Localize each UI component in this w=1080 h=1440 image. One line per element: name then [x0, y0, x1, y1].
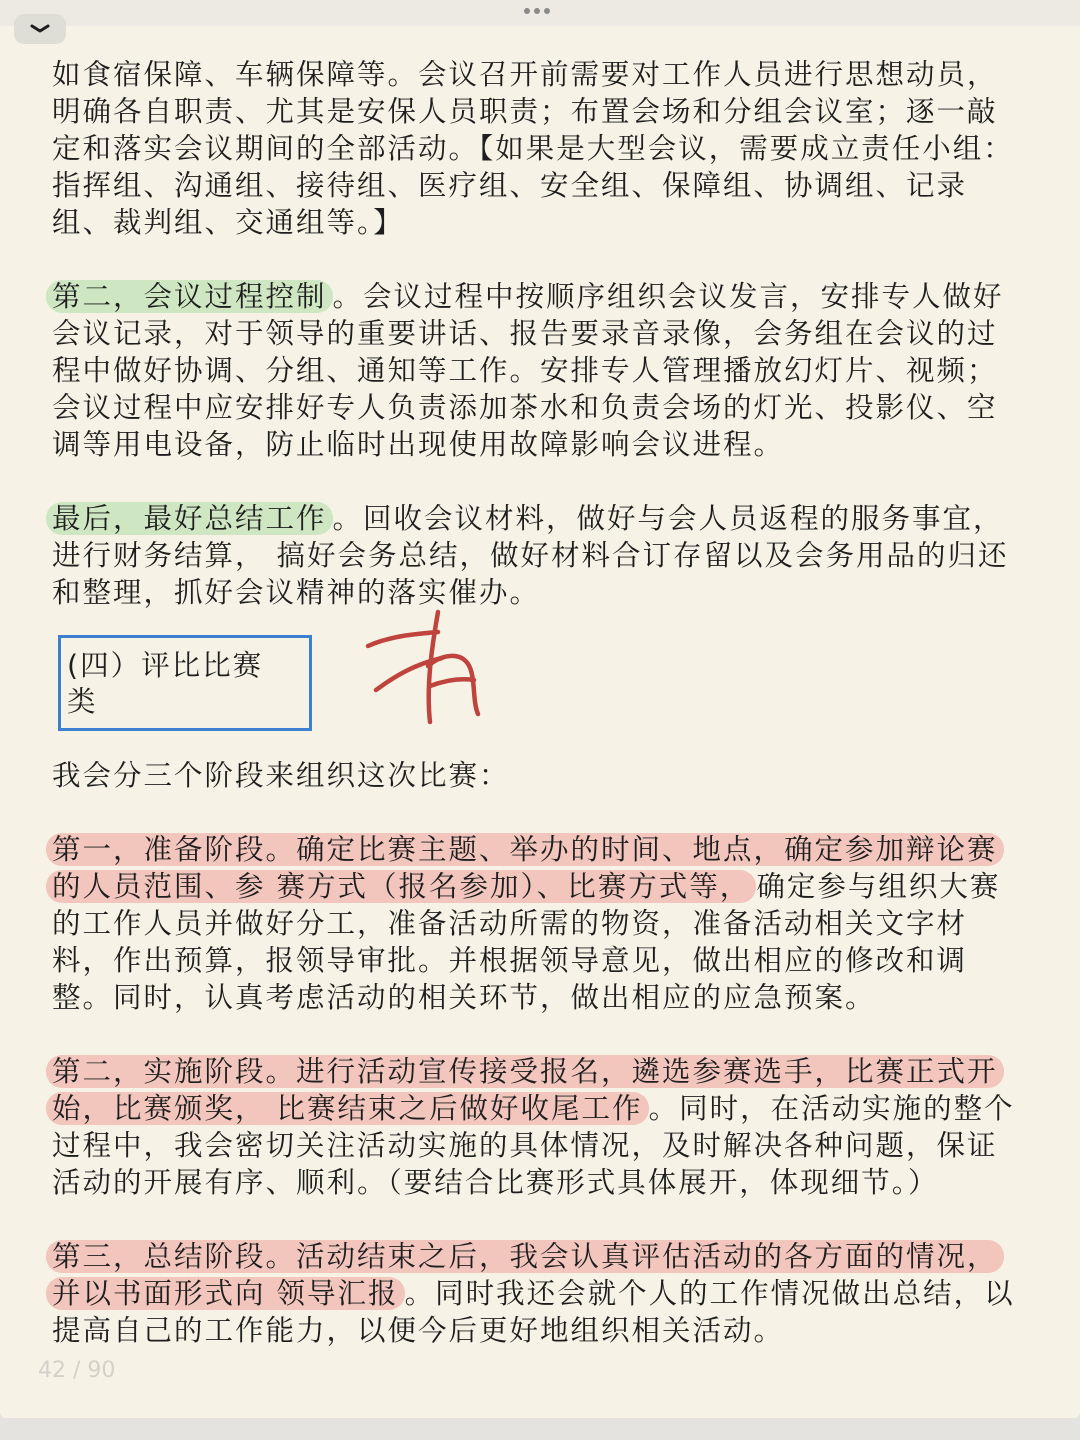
collapse-button[interactable]: [14, 14, 66, 44]
document-body: [52, 56, 1027, 1386]
page-indicator: 42 / 90: [38, 1358, 116, 1383]
highlight-green: 最后，最好总结工作: [46, 502, 333, 535]
highlight-green: 第二，会议过程控制: [46, 280, 333, 313]
paragraph-text: 。同时，在活动实施的整个过程中，我会密切关注活动实施的具体情况，及时解决各种问题，保证活动的开展有序、顺利。（要结合比赛形式具体展开，体现细节。）: [52, 1092, 1015, 1199]
paragraph-text: 。回收会议材料，做好与会人员返程的服务事宜，进行财务结算， 搞好会务总结，做好材料合订存留以及会务用品的归还和整理，抓好会议精神的落实催办。: [52, 502, 1009, 609]
highlight-red: 第一，准备阶段。确定比赛主题、举办的时间、地点，确定参加辩论赛的人员范围、参 赛方式（报名参加）、比赛方式等，: [46, 833, 1004, 903]
paragraph-text: 。会议过程中按顺序组织会议发言，安排专人做好会议记录，对于领导的重要讲话、报告要录音录像，会务组在会议的过程中做好协调、分组、通知等工作。安排专人管理播放幻灯片、视频；会议过程中应安排好专人负责添加茶水和负责会场的灯光、投影仪、空调等用电设备，防止临时出现使用故障影响会议进程。: [52, 280, 1004, 461]
highlight-red: 第三，总结阶段。活动结束之后，我会认真评估活动的各方面的情况，并以书面形式向 领导汇报: [46, 1240, 1004, 1310]
handwritten-mark-icon: [360, 606, 490, 726]
chevron-down-icon: [29, 23, 51, 35]
paragraph-stage-3: [52, 1238, 1027, 1349]
paragraph-text: 。同时我还会就个人的工作情况做出总结，以提高自己的工作能力，以便今后更好地组织相关活动。: [52, 1277, 1015, 1347]
section-heading-box: (四）评比比赛类: [58, 635, 312, 731]
paragraph-stage-1: [52, 831, 1027, 1016]
more-horizontal-icon[interactable]: [524, 8, 550, 14]
paragraph-stage-2: [52, 1053, 1027, 1201]
paragraph-summary-work: [52, 500, 1027, 611]
highlight-red: 第二，实施阶段。进行活动宣传接受报名，遴选参赛选手，比赛正式开始，比赛颁奖， 比赛结束之后做好收尾工作: [46, 1055, 1004, 1125]
paragraph-logistics: 如食宿保障、车辆保障等。会议召开前需要对工作人员进行思想动员，明确各自职责、尤其是安保人员职责；布置会场和分组会议室；逐一敲定和落实会议期间的全部活动。【如果是大型会议，需要成立责任小组：指挥组、沟通组、接待组、医疗组、安全组、保障组、协调组、记录组、裁判组、交通组等。】: [52, 58, 1014, 239]
paragraph-process-control: [52, 278, 1027, 463]
intro-line: 我会分三个阶段来组织这次比赛：: [52, 759, 510, 792]
paragraph-text: 确定参与组织大赛的工作人员并做好分工，准备活动所需的物资，准备活动相关文字材料，作出预算，报领导审批。并根据领导意见，做出相应的修改和调整。同时，认真考虑活动的相关环节，做出相应的应急预案。: [52, 870, 1001, 1014]
